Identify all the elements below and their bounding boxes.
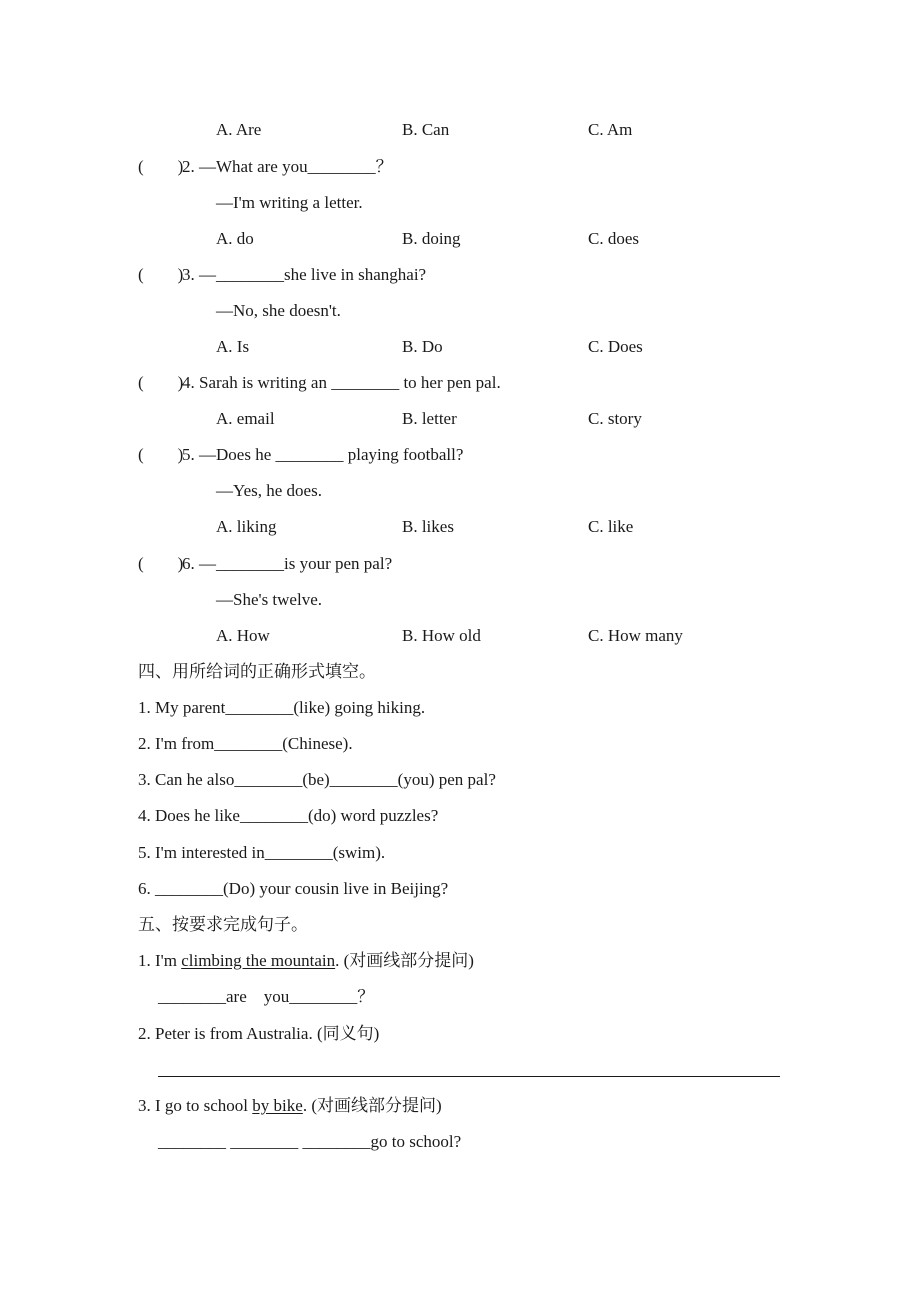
option-a: A. email — [216, 409, 275, 428]
question-answer: —No, she doesn't. — [216, 301, 341, 320]
question-stem: 2. —What are you________？ — [182, 157, 393, 176]
sentence-task: 2. Peter is from Australia. (同义句) — [138, 1024, 380, 1043]
option-b: B. likes — [402, 517, 454, 536]
fill-item: 1. My parent________(like) going hiking. — [138, 698, 426, 717]
fill-item: 2. I'm from________(Chinese). — [138, 734, 353, 753]
fill-item: 3. Can he also________(be)________(you) pen pal? — [138, 770, 496, 789]
option-a: A. liking — [216, 517, 277, 536]
question-stem: 6. —________is your pen pal? — [182, 554, 393, 573]
underlined-phrase: climbing the mountain — [181, 951, 336, 970]
question-stem: 4. Sarah is writing an ________ to her pen pal. — [182, 373, 501, 392]
option-a: A. do — [216, 229, 254, 248]
question-answer: —I'm writing a letter. — [216, 193, 363, 212]
option-b: B. Do — [402, 337, 443, 356]
section-heading: 四、用所给词的正确形式填空。 — [138, 662, 376, 681]
answer-blank-line[interactable]: ________are you________？ — [158, 987, 375, 1006]
option-c: C. Does — [588, 337, 643, 356]
task-instruction: . (对画线部分提问) — [335, 951, 474, 970]
fill-item: 6. ________(Do) your cousin live in Beijing? — [138, 879, 449, 898]
option-b: B. letter — [402, 409, 457, 428]
answer-bracket[interactable]: ( ) — [138, 373, 184, 392]
option-a: A. Are — [216, 120, 262, 139]
option-c: C. Am — [588, 120, 633, 139]
answer-bracket[interactable]: ( ) — [138, 445, 184, 464]
answer-blank-line[interactable]: ________ ________ ________go to school? — [158, 1132, 462, 1151]
underlined-phrase: by bike — [252, 1096, 303, 1115]
answer-write-line[interactable] — [158, 1076, 780, 1077]
option-c: C. does — [588, 229, 639, 248]
sentence-prefix: 1. I'm — [138, 951, 182, 970]
option-c: C. How many — [588, 626, 683, 645]
answer-bracket[interactable]: ( ) — [138, 265, 184, 284]
section-heading: 五、按要求完成句子。 — [138, 915, 308, 934]
sentence-prefix: 3. I go to school — [138, 1096, 253, 1115]
fill-item: 5. I'm interested in________(swim). — [138, 843, 386, 862]
fill-item: 4. Does he like________(do) word puzzles? — [138, 806, 439, 825]
option-a: A. Is — [216, 337, 250, 356]
sentence-task — [138, 951, 474, 971]
option-c: C. like — [588, 517, 634, 536]
answer-bracket[interactable]: ( ) — [138, 554, 184, 573]
option-b: B. doing — [402, 229, 461, 248]
question-answer: —She's twelve. — [216, 590, 322, 609]
sentence-task — [138, 1096, 442, 1116]
option-c: C. story — [588, 409, 642, 428]
option-a: A. How — [216, 626, 270, 645]
question-answer: —Yes, he does. — [216, 481, 322, 500]
question-stem: 5. —Does he ________ playing football? — [182, 445, 464, 464]
question-stem: 3. —________she live in shanghai? — [182, 265, 427, 284]
answer-bracket[interactable]: ( ) — [138, 157, 184, 176]
option-b: B. How old — [402, 626, 481, 645]
option-b: B. Can — [402, 120, 450, 139]
task-instruction: . (对画线部分提问) — [302, 1096, 442, 1115]
